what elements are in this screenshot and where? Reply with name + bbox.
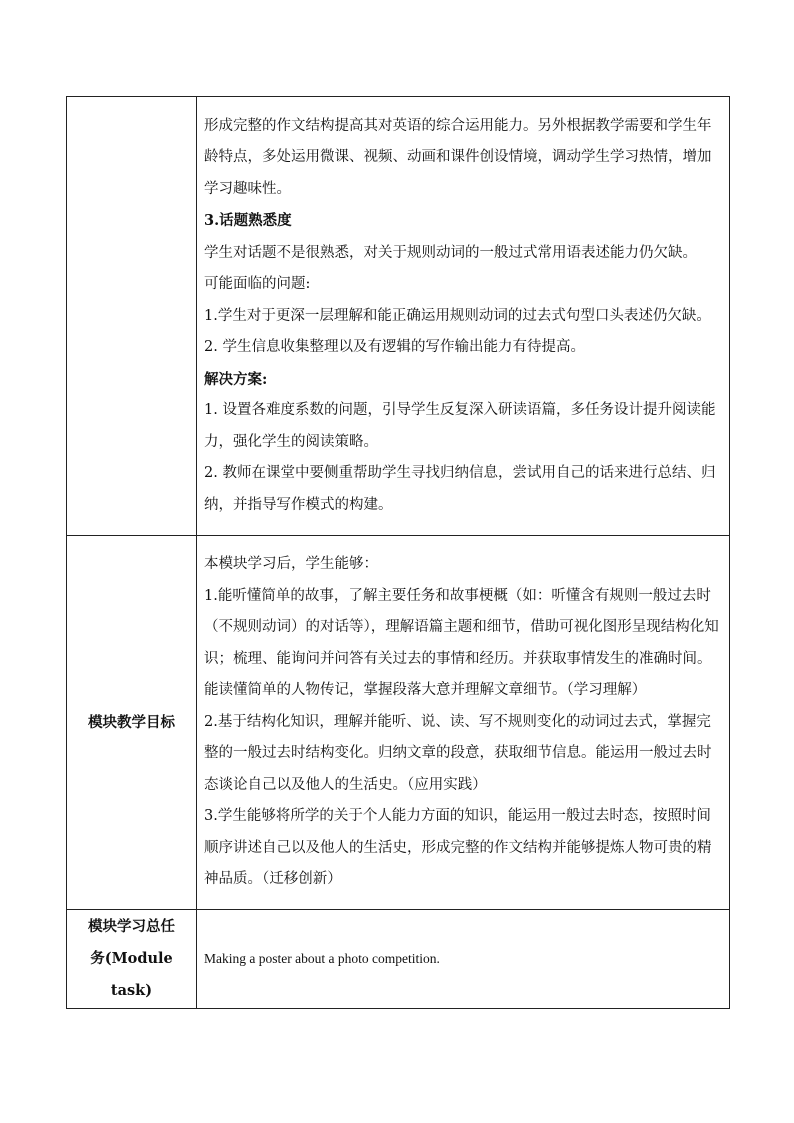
paragraph: 2. 教师在课堂中要侧重帮助学生寻找归纳信息，尝试用自己的话来进行总结、归纳，并指导写作模式的构建。 <box>204 465 716 513</box>
document-table <box>66 96 730 1009</box>
paragraph: 1.能听懂简单的故事，了解主要任务和故事梗概（如：听懂含有规则一般过去时（不规则动词）的对话等），理解语篇主题和细节，借助可视化图形呈现结构化知识；梳理、能询问并问答有关过去的事情和经历。并获取事情发生的准确时间。能读懂简单的人物传记，掌握段落大意并理解文章细节。（学习理解） <box>204 587 719 699</box>
row-content <box>197 536 730 910</box>
table-row <box>67 97 730 536</box>
module-task-text: Making a poster about a photo competition. <box>204 951 440 967</box>
paragraph: 学生对话题不是很熟悉，对关于规则动词的一般过式常用语表述能力仍欠缺。 <box>204 244 697 261</box>
label-line: task) <box>110 982 153 999</box>
row-label: 模块教学目标 <box>67 536 197 910</box>
paragraph: 2. 学生信息收集整理以及有逻辑的写作输出能力有待提高。 <box>204 339 585 356</box>
table-row <box>67 536 730 910</box>
paragraph: 形成完整的作文结构提高其对英语的综合运用能力。另外根据教学需要和学生年龄特点，多处运用微课、视频、动画和课件创设情境，调动学生学习热情，增加学习趣味性。 <box>204 117 712 197</box>
label-line: 务(Module <box>90 950 173 967</box>
paragraph: 2.基于结构化知识，理解并能听、说、读、写不规则变化的动词过去式，掌握完整的一般过去时结构变化。归纳文章的段意，获取细节信息。能运用一般过去时态谈论自己以及他人的生活史。（应用实践） <box>204 713 712 793</box>
paragraph: 可能面临的问题: <box>204 276 311 293</box>
row-content <box>197 910 730 1009</box>
section-heading: 3.话题熟悉度 <box>204 212 292 230</box>
paragraph: 1. 设置各难度系数的问题，引导学生反复深入研读语篇，多任务设计提升阅读能力，强化学生的阅读策略。 <box>204 402 716 450</box>
paragraph: 1.学生对于更深一层理解和能正确运用规则动词的过去式句型口头表述仍欠缺。 <box>204 307 711 324</box>
label-line: 模块学习总任 <box>88 918 175 935</box>
table-row <box>67 910 730 1009</box>
row-content <box>197 97 730 536</box>
section-heading: 解决方案: <box>204 370 268 388</box>
paragraph: 本模块学习后，学生能够： <box>204 556 378 573</box>
row-label <box>67 97 197 536</box>
paragraph: 3.学生能够将所学的关于个人能力方面的知识，能运用一般过去时态，按照时间顺序讲述自己以及他人的生活史，形成完整的作文结构并能够提炼人物可贵的精神品质。（迁移创新） <box>204 808 712 888</box>
row-label <box>67 910 197 1009</box>
